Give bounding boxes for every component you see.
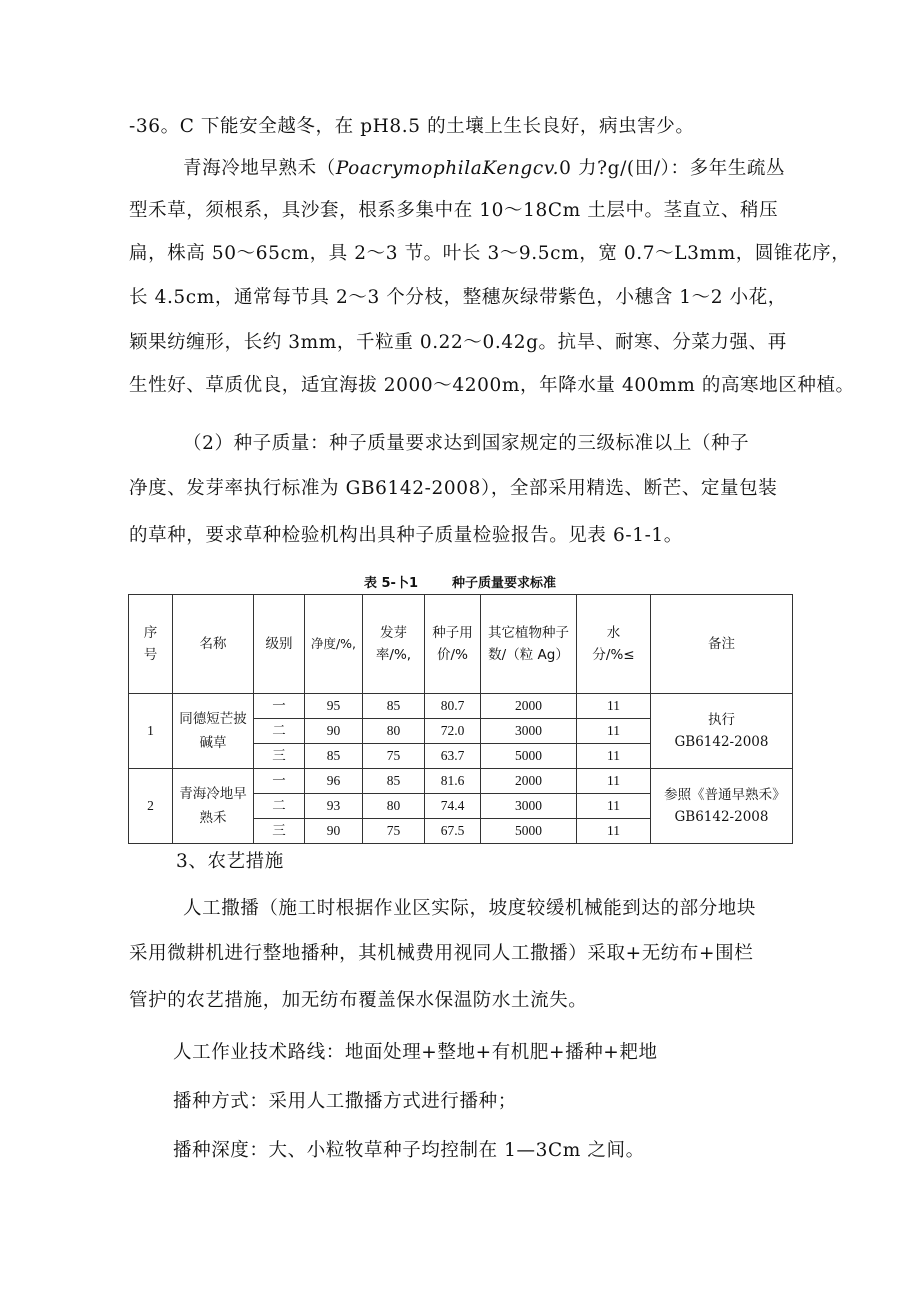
text-line: 人工撒播（施工时根据作业区实际，坡度较缓机械能到达的部分地块	[183, 898, 757, 919]
text-line: 型禾草，须根系，具沙套，根系多集中在 10～18Cm 土层中。茎直立、稍压	[129, 200, 779, 221]
text-line: （2）种子质量：种子质量要求达到国家规定的三级标准以上（种子	[183, 433, 750, 454]
cell-germination: 75	[363, 744, 425, 769]
cell-other-seeds: 3000	[481, 719, 577, 744]
cell-grade: 三	[254, 744, 305, 769]
cell-value: 67.5	[425, 819, 481, 844]
cell-germination: 75	[363, 819, 425, 844]
latin-name: PoacrymophilaKengcv.	[335, 158, 560, 179]
header-germination: 发芽率/%,	[363, 595, 425, 694]
text-line: 播种深度：大、小粒牧草种子均控制在 1—3Cm 之间。	[173, 1140, 645, 1161]
cell-purity: 95	[305, 694, 363, 719]
cell-value: 72.0	[425, 719, 481, 744]
seed-quality-table	[128, 594, 793, 844]
header-moisture: 水分/%≤	[577, 595, 651, 694]
text-line: 长 4.5cm，通常每节具 2～3 个分枝，整穗灰绿带紫色，小穗含 1～2 小花，	[129, 287, 787, 308]
cell-grade: 二	[254, 794, 305, 819]
cell-moisture: 11	[577, 744, 651, 769]
cell-seq: 2	[129, 769, 173, 844]
cell-purity: 96	[305, 769, 363, 794]
cell-moisture: 11	[577, 769, 651, 794]
text-line: 管护的农艺措施，加无纺布覆盖保水保温防水土流失。	[129, 990, 588, 1011]
table-header-row	[129, 595, 793, 694]
text-line: 人工作业技术路线：地面处理+整地+有机肥+播种+耙地	[173, 1042, 658, 1063]
cell-other-seeds: 5000	[481, 744, 577, 769]
cell-other-seeds: 3000	[481, 794, 577, 819]
cell-value: 81.6	[425, 769, 481, 794]
cell-grade: 二	[254, 719, 305, 744]
cell-purity: 85	[305, 744, 363, 769]
header-other-seeds: 其它植物种子数/（粒 Ag）	[481, 595, 577, 694]
text-line: 播种方式：采用人工撒播方式进行播种；	[173, 1091, 517, 1112]
cell-germination: 80	[363, 719, 425, 744]
cell-germination: 85	[363, 694, 425, 719]
text-line: 采用微耕机进行整地播种，其机械费用视同人工撒播）采取+无纺布+围栏	[129, 943, 754, 964]
cell-seq: 1	[129, 694, 173, 769]
cell-moisture: 11	[577, 794, 651, 819]
text-line: 颖果纺缠形，长约 3mm，千粒重 0.22～0.42g。抗旱、耐寒、分菜力强、再	[129, 332, 787, 353]
text-line: 生性好、草质优良，适宜海拔 2000～4200m，年降水量 400mm 的高寒地区种植。	[129, 375, 855, 396]
cell-purity: 90	[305, 719, 363, 744]
header-value: 种子用价/%	[425, 595, 481, 694]
cell-other-seeds: 5000	[481, 819, 577, 844]
table-caption-number: 表 5-卜1	[363, 576, 418, 591]
cell-germination: 85	[363, 769, 425, 794]
cell-other-seeds: 2000	[481, 694, 577, 719]
header-grade: 级别	[254, 595, 305, 694]
cell-other-seeds: 2000	[481, 769, 577, 794]
section-heading: 3、农艺措施	[176, 851, 284, 872]
header-seq: 序号	[129, 595, 173, 694]
cell-germination: 80	[363, 794, 425, 819]
text-fragment: 0 力?g/(⽥/）：多年生疏丛	[559, 158, 786, 179]
table-caption	[0, 574, 920, 594]
cell-grade: 一	[254, 769, 305, 794]
cell-value: 80.7	[425, 694, 481, 719]
cell-purity: 90	[305, 819, 363, 844]
text-fragment: 青海冷地早熟禾（	[183, 158, 336, 179]
cell-notes: 执行 GB6142-2008	[651, 694, 793, 769]
cell-notes: 参照《普通早熟禾》GB6142-2008	[651, 769, 793, 844]
table-row	[129, 769, 793, 794]
cell-moisture: 11	[577, 694, 651, 719]
cell-value: 74.4	[425, 794, 481, 819]
header-notes: 备注	[651, 595, 793, 694]
header-purity: 净度/%,	[305, 595, 363, 694]
cell-name: 青海冷地早熟禾	[173, 769, 254, 844]
cell-grade: 三	[254, 819, 305, 844]
text-line	[183, 157, 785, 181]
text-line: 净度、发芽率执行标准为 GB6142-2008），全部采用精选、断芒、定量包装	[129, 478, 778, 499]
cell-moisture: 11	[577, 819, 651, 844]
text-line: 扁，株高 50～65cm，具 2～3 节。叶长 3～9.5cm，宽 0.7～L3mm，圆锥花序，	[129, 243, 851, 264]
cell-grade: 一	[254, 694, 305, 719]
header-name: 名称	[173, 595, 254, 694]
table-caption-title: 种子质量要求标准	[452, 576, 557, 591]
cell-purity: 93	[305, 794, 363, 819]
text-line: -36。C 下能安全越冬，在 pH8.5 的土壤上生长良好，病虫害少。	[129, 116, 695, 137]
cell-moisture: 11	[577, 719, 651, 744]
cell-name: 同德短芒披碱草	[173, 694, 254, 769]
table-row	[129, 694, 793, 719]
text-line: 的草种，要求草种检验机构出具种子质量检验报告。见表 6-1-1。	[129, 525, 683, 546]
cell-value: 63.7	[425, 744, 481, 769]
